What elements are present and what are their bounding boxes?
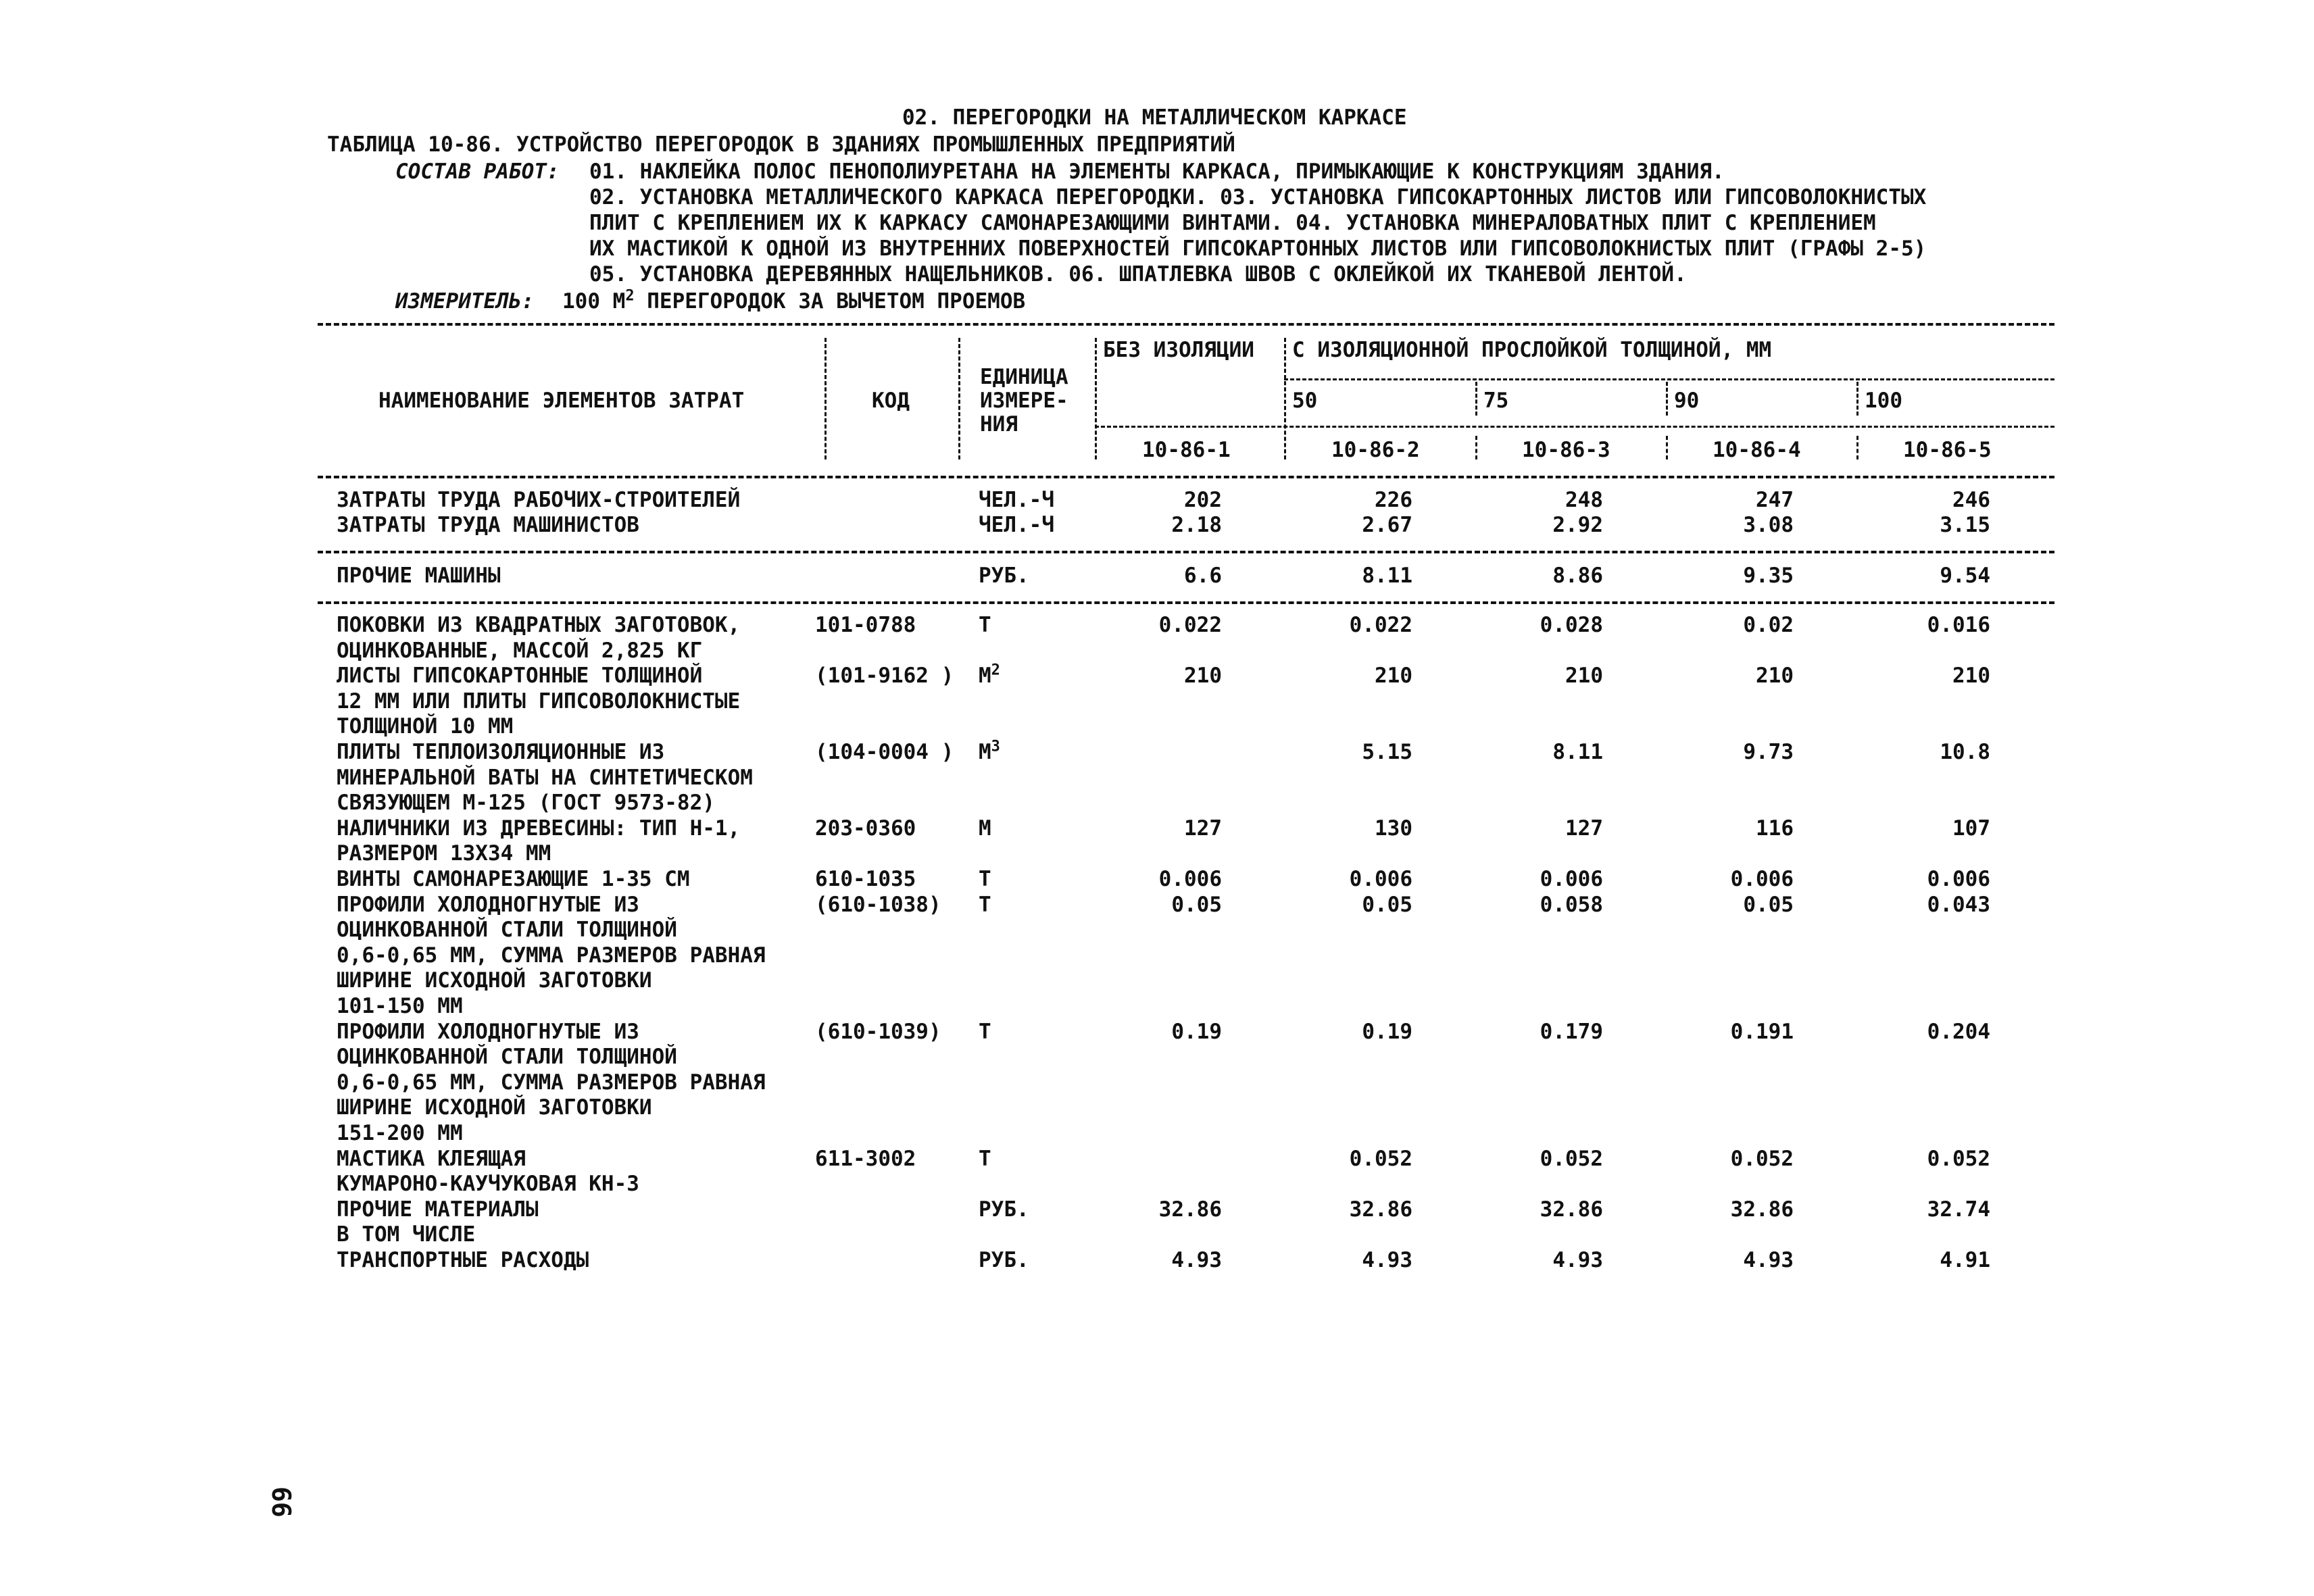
row-value: 0.05 <box>1743 892 1794 917</box>
row-value: 127 <box>1184 816 1222 841</box>
row-name: ЗАТРАТЫ ТРУДА РАБОЧИХ-СТРОИТЕЛЕЙ <box>337 488 741 512</box>
row-value: 32.86 <box>1540 1197 1603 1222</box>
row-value: 202 <box>1184 488 1222 512</box>
row-name: 0,6-0,65 ММ, СУММА РАЗМЕРОВ РАВНАЯ <box>337 943 766 968</box>
row-name: 12 ММ ИЛИ ПЛИТЫ ГИПСОВОЛОКНИСТЫЕ <box>337 689 741 714</box>
header-unit: ЕДИНИЦА <box>980 365 1068 389</box>
row-unit: $М^3$ <box>979 738 1000 764</box>
row-value: 130 <box>1375 816 1412 841</box>
rule <box>318 323 2054 326</box>
row-value: 0.052 <box>1730 1146 1794 1171</box>
row-value: 116 <box>1756 816 1794 841</box>
row-value: 0.191 <box>1730 1019 1794 1044</box>
row-value: 0.02 <box>1743 613 1794 637</box>
row-value: 210 <box>1952 664 1990 689</box>
row-value: 6.6 <box>1184 564 1222 588</box>
row-value: 0.19 <box>1362 1019 1412 1044</box>
row-value: 8.86 <box>1552 564 1603 588</box>
row-unit: Т <box>979 1146 991 1171</box>
row-value: 0.016 <box>1927 613 1990 637</box>
row-name: ОЦИНКОВАННОЙ СТАЛИ ТОЛЩИНОЙ <box>337 918 677 943</box>
header-thickness: 75 <box>1483 389 1509 413</box>
row-value: 0.006 <box>1158 867 1222 891</box>
row-value: 248 <box>1565 488 1603 512</box>
row-code: (610-1039) <box>815 1019 941 1044</box>
column-separator <box>824 338 827 459</box>
row-value: 4.91 <box>1940 1248 1990 1272</box>
table-title: ТАБЛИЦА 10-86. УСТРОЙСТВО ПЕРЕГОРОДОК В ЗДАНИЯХ ПРОМЫШЛЕННЫХ ПРЕДПРИЯТИЙ <box>327 132 1235 157</box>
row-value: 210 <box>1756 664 1794 689</box>
row-name: ПРОЧИЕ МАТЕРИАЛЫ <box>337 1197 539 1222</box>
header-name: НАИМЕНОВАНИЕ ЭЛЕМЕНТОВ ЗАТРАТ <box>378 389 745 413</box>
row-unit: Т <box>979 613 991 637</box>
works-line: 05. УСТАНОВКА ДЕРЕВЯННЫХ НАЩЕЛЬНИКОВ. 06. ШПАТЛЕВКА ШВОВ С ОКЛЕЙКОЙ ИХ ТКАНЕВОЙ ЛЕНТОЙ. <box>589 262 1687 286</box>
row-value: 9.35 <box>1743 564 1794 588</box>
row-value: 226 <box>1375 488 1412 512</box>
row-value: 246 <box>1952 488 1990 512</box>
header-code: КОД <box>872 389 910 413</box>
row-name: ТОЛЩИНОЙ 10 ММ <box>337 714 514 739</box>
row-name: ЗАТРАТЫ ТРУДА МАШИНИСТОВ <box>337 513 639 537</box>
row-value: 4.93 <box>1171 1248 1222 1272</box>
row-value: 247 <box>1756 488 1794 512</box>
rule <box>318 476 2054 478</box>
rule <box>1284 378 2054 380</box>
row-value: 210 <box>1184 664 1222 689</box>
row-value: 0.05 <box>1171 892 1222 917</box>
row-unit: Т <box>979 867 991 891</box>
row-name: НАЛИЧНИКИ ИЗ ДРЕВЕСИНЫ: ТИП Н-1, <box>337 816 741 841</box>
row-value: 2.18 <box>1171 513 1222 537</box>
column-separator <box>1856 382 1858 416</box>
row-unit: Т <box>979 892 991 917</box>
row-name: МАСТИКА КЛЕЯЩАЯ <box>337 1146 526 1171</box>
row-value: 0.19 <box>1171 1019 1222 1044</box>
row-name: СВЯЗУЮЩЕМ М-125 (ГОСТ 9573-82) <box>337 791 715 816</box>
row-code: (610-1038) <box>815 892 941 917</box>
works-line: ИХ МАСТИКОЙ К ОДНОЙ ИЗ ВНУТРЕННИХ ПОВЕРХНОСТЕЙ ГИПСОКАРТОННЫХ ЛИСТОВ ИЛИ ГИПСОВОЛОКНИСТЫХ ПЛИТ (ГРАФЫ 2-5) <box>589 236 1927 261</box>
row-unit: Т <box>979 1019 991 1044</box>
row-value: 5.15 <box>1362 740 1412 764</box>
row-value: 210 <box>1565 664 1603 689</box>
header-unit: НИЯ <box>980 412 1018 437</box>
row-code: (101-9162 ) <box>815 664 954 689</box>
section-title: 02. ПЕРЕГОРОДКИ НА МЕТАЛЛИЧЕСКОМ КАРКАСЕ <box>902 105 1407 130</box>
row-unit: ЧЕЛ.-Ч <box>979 513 1054 537</box>
header-thickness: 50 <box>1292 389 1318 413</box>
page-number: 66 <box>266 1487 296 1518</box>
row-value: 127 <box>1565 816 1603 841</box>
row-unit: М <box>979 816 991 841</box>
row-value: 0.006 <box>1927 867 1990 891</box>
column-code: 10-86-4 <box>1713 438 1801 462</box>
row-value: 0.028 <box>1540 613 1603 637</box>
row-value: 0.052 <box>1540 1146 1603 1171</box>
column-separator <box>1095 338 1097 459</box>
row-unit: РУБ. <box>979 1197 1029 1222</box>
header-thickness: 100 <box>1865 389 1902 413</box>
row-value: 0.052 <box>1927 1146 1990 1171</box>
row-value: 9.54 <box>1940 564 1990 588</box>
row-value: 0.05 <box>1362 892 1412 917</box>
works-line: ПЛИТ С КРЕПЛЕНИЕМ ИХ К КАРКАСУ САМОНАРЕЗАЮЩИМИ ВИНТАМИ. 04. УСТАНОВКА МИНЕРАЛОВАТНЫХ ПЛИТ С КРЕПЛЕНИЕМ <box>589 211 1876 235</box>
row-name: ПРОФИЛИ ХОЛОДНОГНУТЫЕ ИЗ <box>337 1019 639 1044</box>
row-name: ВИНТЫ САМОНАРЕЗАЮЩИЕ 1-35 СМ <box>337 867 690 891</box>
row-value: 3.15 <box>1940 513 1990 537</box>
row-value: 0.179 <box>1540 1019 1603 1044</box>
row-name: ШИРИНЕ ИСХОДНОЙ ЗАГОТОВКИ <box>337 1095 652 1120</box>
row-value: 2.67 <box>1362 513 1412 537</box>
column-code: 10-86-3 <box>1522 438 1610 462</box>
rule <box>318 551 2054 553</box>
row-name: 0,6-0,65 ММ, СУММА РАЗМЕРОВ РАВНАЯ <box>337 1070 766 1095</box>
row-value: 8.11 <box>1552 740 1603 764</box>
row-value: 4.93 <box>1362 1248 1412 1272</box>
works-line: 02. УСТАНОВКА МЕТАЛЛИЧЕСКОГО КАРКАСА ПЕРЕГОРОДКИ. 03. УСТАНОВКА ГИПСОКАРТОННЫХ ЛИСТОВ ИЛИ ГИПСОВОЛОКНИСТЫХ <box>589 185 1927 209</box>
column-separator <box>1666 436 1668 459</box>
row-value: 10.8 <box>1940 740 1990 764</box>
measure-text: 100 $М^2$ ПЕРЕГОРОДОК ЗА ВЫЧЕТОМ ПРОЕМОВ <box>562 287 1026 314</box>
row-name: РАЗМЕРОМ 13Х34 ММ <box>337 841 551 866</box>
row-name: 101-150 ММ <box>337 994 463 1018</box>
row-value: 32.86 <box>1730 1197 1794 1222</box>
row-name: ПРОЧИЕ МАШИНЫ <box>337 564 501 588</box>
row-unit: ЧЕЛ.-Ч <box>979 488 1054 512</box>
header-no-insulation: БЕЗ ИЗОЛЯЦИИ <box>1103 338 1254 362</box>
row-value: 3.08 <box>1743 513 1794 537</box>
row-code: 611-3002 <box>815 1146 916 1171</box>
row-name: ТРАНСПОРТНЫЕ РАСХОДЫ <box>337 1248 589 1272</box>
row-name: 151-200 ММ <box>337 1121 463 1145</box>
row-value: 0.006 <box>1540 867 1603 891</box>
row-name: ШИРИНЕ ИСХОДНОЙ ЗАГОТОВКИ <box>337 968 652 993</box>
row-value: 4.93 <box>1552 1248 1603 1272</box>
column-code: 10-86-2 <box>1331 438 1420 462</box>
row-value: 0.006 <box>1349 867 1412 891</box>
row-name: ЛИСТЫ ГИПСОКАРТОННЫЕ ТОЛЩИНОЙ <box>337 664 703 689</box>
row-code: 101-0788 <box>815 613 916 637</box>
row-name: КУМАРОНО-КАУЧУКОВАЯ КН-3 <box>337 1172 639 1197</box>
header-unit: ИЗМЕРЕ- <box>980 389 1068 413</box>
row-value: 0.204 <box>1927 1019 1990 1044</box>
header-with-insulation: С ИЗОЛЯЦИОННОЙ ПРОСЛОЙКОЙ ТОЛЩИНОЙ, ММ <box>1292 338 1772 362</box>
row-name: ПРОФИЛИ ХОЛОДНОГНУТЫЕ ИЗ <box>337 892 639 917</box>
column-separator <box>958 338 960 459</box>
column-code: 10-86-1 <box>1142 438 1231 462</box>
row-name: ОЦИНКОВАННЫЕ, МАССОЙ 2,825 КГ <box>337 638 703 663</box>
row-code: (104-0004 ) <box>815 740 954 764</box>
row-value: 210 <box>1375 664 1412 689</box>
row-value: 4.93 <box>1743 1248 1794 1272</box>
column-code: 10-86-5 <box>1903 438 1992 462</box>
column-separator <box>1666 382 1668 416</box>
rule <box>318 601 2054 604</box>
row-unit: $М^2$ <box>979 662 1000 689</box>
row-value: 32.86 <box>1158 1197 1222 1222</box>
row-value: 0.052 <box>1349 1146 1412 1171</box>
row-unit: РУБ. <box>979 564 1029 588</box>
row-value: 0.022 <box>1349 613 1412 637</box>
row-name: ОЦИНКОВАННОЙ СТАЛИ ТОЛЩИНОЙ <box>337 1045 677 1070</box>
row-name: МИНЕРАЛЬНОЙ ВАТЫ НА СИНТЕТИЧЕСКОМ <box>337 765 753 790</box>
column-separator <box>1284 338 1286 459</box>
row-value: 0.058 <box>1540 892 1603 917</box>
row-value: 2.92 <box>1552 513 1603 537</box>
column-separator <box>1856 436 1858 459</box>
measure-label: ИЗМЕРИТЕЛЬ: <box>395 289 535 314</box>
row-value: 32.74 <box>1927 1197 1990 1222</box>
row-value: 32.86 <box>1349 1197 1412 1222</box>
row-value: 9.73 <box>1743 740 1794 764</box>
row-code: 203-0360 <box>815 816 916 841</box>
row-value: 107 <box>1952 816 1990 841</box>
column-separator <box>1475 436 1477 459</box>
row-value: 0.006 <box>1730 867 1794 891</box>
works-label: СОСТАВ РАБОТ: <box>395 159 560 184</box>
row-value: 0.043 <box>1927 892 1990 917</box>
column-separator <box>1475 382 1477 416</box>
row-value: 0.022 <box>1158 613 1222 637</box>
row-code: 610-1035 <box>815 867 916 891</box>
row-name: ПОКОВКИ ИЗ КВАДРАТНЫХ ЗАГОТОВОК, <box>337 613 741 637</box>
row-value: 8.11 <box>1362 564 1412 588</box>
row-name: В ТОМ ЧИСЛЕ <box>337 1222 476 1247</box>
rule <box>1095 426 2054 428</box>
header-thickness: 90 <box>1674 389 1700 413</box>
works-line: 01. НАКЛЕЙКА ПОЛОС ПЕНОПОЛИУРЕТАНА НА ЭЛЕМЕНТЫ КАРКАСА, ПРИМЫКАЮЩИЕ К КОНСТРУКЦИЯМ ЗДАНИЯ. <box>589 159 1725 184</box>
row-name: ПЛИТЫ ТЕПЛОИЗОЛЯЦИОННЫЕ ИЗ <box>337 740 665 764</box>
row-unit: РУБ. <box>979 1248 1029 1272</box>
